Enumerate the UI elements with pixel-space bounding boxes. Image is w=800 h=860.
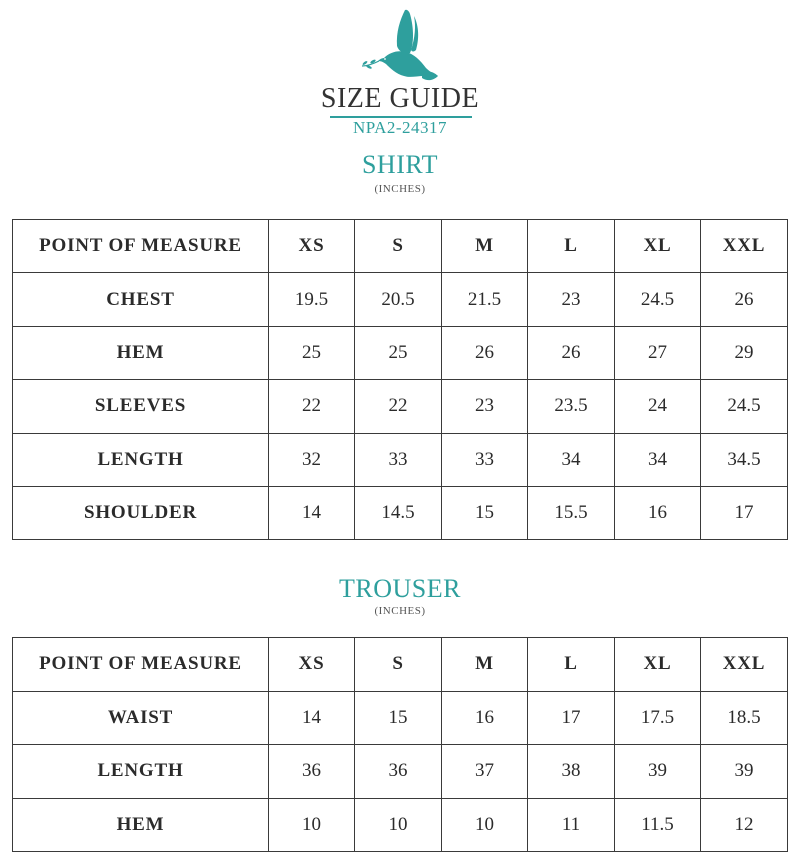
row-label: SLEEVES xyxy=(13,380,269,433)
column-header: M xyxy=(442,220,528,273)
row-label: HEM xyxy=(13,326,269,379)
column-header: M xyxy=(442,638,528,692)
table-cell: 29 xyxy=(701,326,788,379)
table-cell: 34.5 xyxy=(701,433,788,486)
table-header-row xyxy=(13,220,788,273)
shirt-unit-label: (INCHES) xyxy=(374,183,426,195)
page-title: SIZE GUIDE xyxy=(320,83,480,114)
table-row xyxy=(13,380,788,433)
row-label: WAIST xyxy=(13,691,269,745)
trouser-section-title: TROUSER xyxy=(339,574,461,603)
table-cell: 24.5 xyxy=(701,380,788,433)
table-cell: 15.5 xyxy=(528,486,615,539)
table-cell: 25 xyxy=(269,326,355,379)
table-cell: 36 xyxy=(269,745,355,799)
table-cell: 17.5 xyxy=(615,691,701,745)
table-cell: 19.5 xyxy=(269,273,355,326)
column-header: S xyxy=(355,220,442,273)
table-cell: 24.5 xyxy=(615,273,701,326)
table-cell: 22 xyxy=(355,380,442,433)
table-row xyxy=(13,691,788,745)
table-cell: 39 xyxy=(615,745,701,799)
table-cell: 26 xyxy=(701,273,788,326)
column-header: POINT OF MEASURE xyxy=(13,220,269,273)
table-cell: 26 xyxy=(442,326,528,379)
column-header: XS xyxy=(269,638,355,692)
table-cell: 34 xyxy=(615,433,701,486)
table-cell: 39 xyxy=(701,745,788,799)
table-cell: 16 xyxy=(442,691,528,745)
table-header-row xyxy=(13,638,788,692)
trouser-unit-label: (INCHES) xyxy=(374,605,426,617)
table-cell: 14 xyxy=(269,486,355,539)
column-header: S xyxy=(355,638,442,692)
table-cell: 36 xyxy=(355,745,442,799)
table-cell: 38 xyxy=(528,745,615,799)
table-cell: 20.5 xyxy=(355,273,442,326)
column-header: POINT OF MEASURE xyxy=(13,638,269,692)
table-row xyxy=(13,433,788,486)
column-header: L xyxy=(528,638,615,692)
table-row xyxy=(13,326,788,379)
shirt-section-title: SHIRT xyxy=(361,150,439,179)
table-cell: 17 xyxy=(701,486,788,539)
table-cell: 23.5 xyxy=(528,380,615,433)
table-cell: 18.5 xyxy=(701,691,788,745)
row-label: HEM xyxy=(13,798,269,852)
column-header: XXL xyxy=(701,220,788,273)
dove-with-olive-branch-icon xyxy=(358,6,440,88)
table-row xyxy=(13,273,788,326)
table-cell: 10 xyxy=(442,798,528,852)
column-header: XXL xyxy=(701,638,788,692)
table-cell: 33 xyxy=(442,433,528,486)
table-row xyxy=(13,798,788,852)
table-cell: 11 xyxy=(528,798,615,852)
row-label: SHOULDER xyxy=(13,486,269,539)
product-code: NPA2-24317 xyxy=(352,118,448,137)
shirt-size-table xyxy=(12,219,788,540)
table-cell: 15 xyxy=(355,691,442,745)
table-cell: 23 xyxy=(442,380,528,433)
row-label: LENGTH xyxy=(13,433,269,486)
table-cell: 15 xyxy=(442,486,528,539)
table-cell: 16 xyxy=(615,486,701,539)
table-cell: 14.5 xyxy=(355,486,442,539)
table-row xyxy=(13,486,788,539)
column-header: XL xyxy=(615,220,701,273)
table-cell: 34 xyxy=(528,433,615,486)
row-label: LENGTH xyxy=(13,745,269,799)
table-row xyxy=(13,745,788,799)
table-cell: 23 xyxy=(528,273,615,326)
table-cell: 24 xyxy=(615,380,701,433)
table-cell: 21.5 xyxy=(442,273,528,326)
row-label: CHEST xyxy=(13,273,269,326)
table-cell: 10 xyxy=(355,798,442,852)
table-cell: 32 xyxy=(269,433,355,486)
table-cell: 25 xyxy=(355,326,442,379)
table-cell: 22 xyxy=(269,380,355,433)
table-cell: 17 xyxy=(528,691,615,745)
table-cell: 11.5 xyxy=(615,798,701,852)
table-cell: 12 xyxy=(701,798,788,852)
table-cell: 26 xyxy=(528,326,615,379)
column-header: XL xyxy=(615,638,701,692)
table-cell: 33 xyxy=(355,433,442,486)
table-cell: 27 xyxy=(615,326,701,379)
trouser-size-table xyxy=(12,637,788,852)
table-cell: 10 xyxy=(269,798,355,852)
table-cell: 14 xyxy=(269,691,355,745)
column-header: XS xyxy=(269,220,355,273)
table-cell: 37 xyxy=(442,745,528,799)
column-header: L xyxy=(528,220,615,273)
